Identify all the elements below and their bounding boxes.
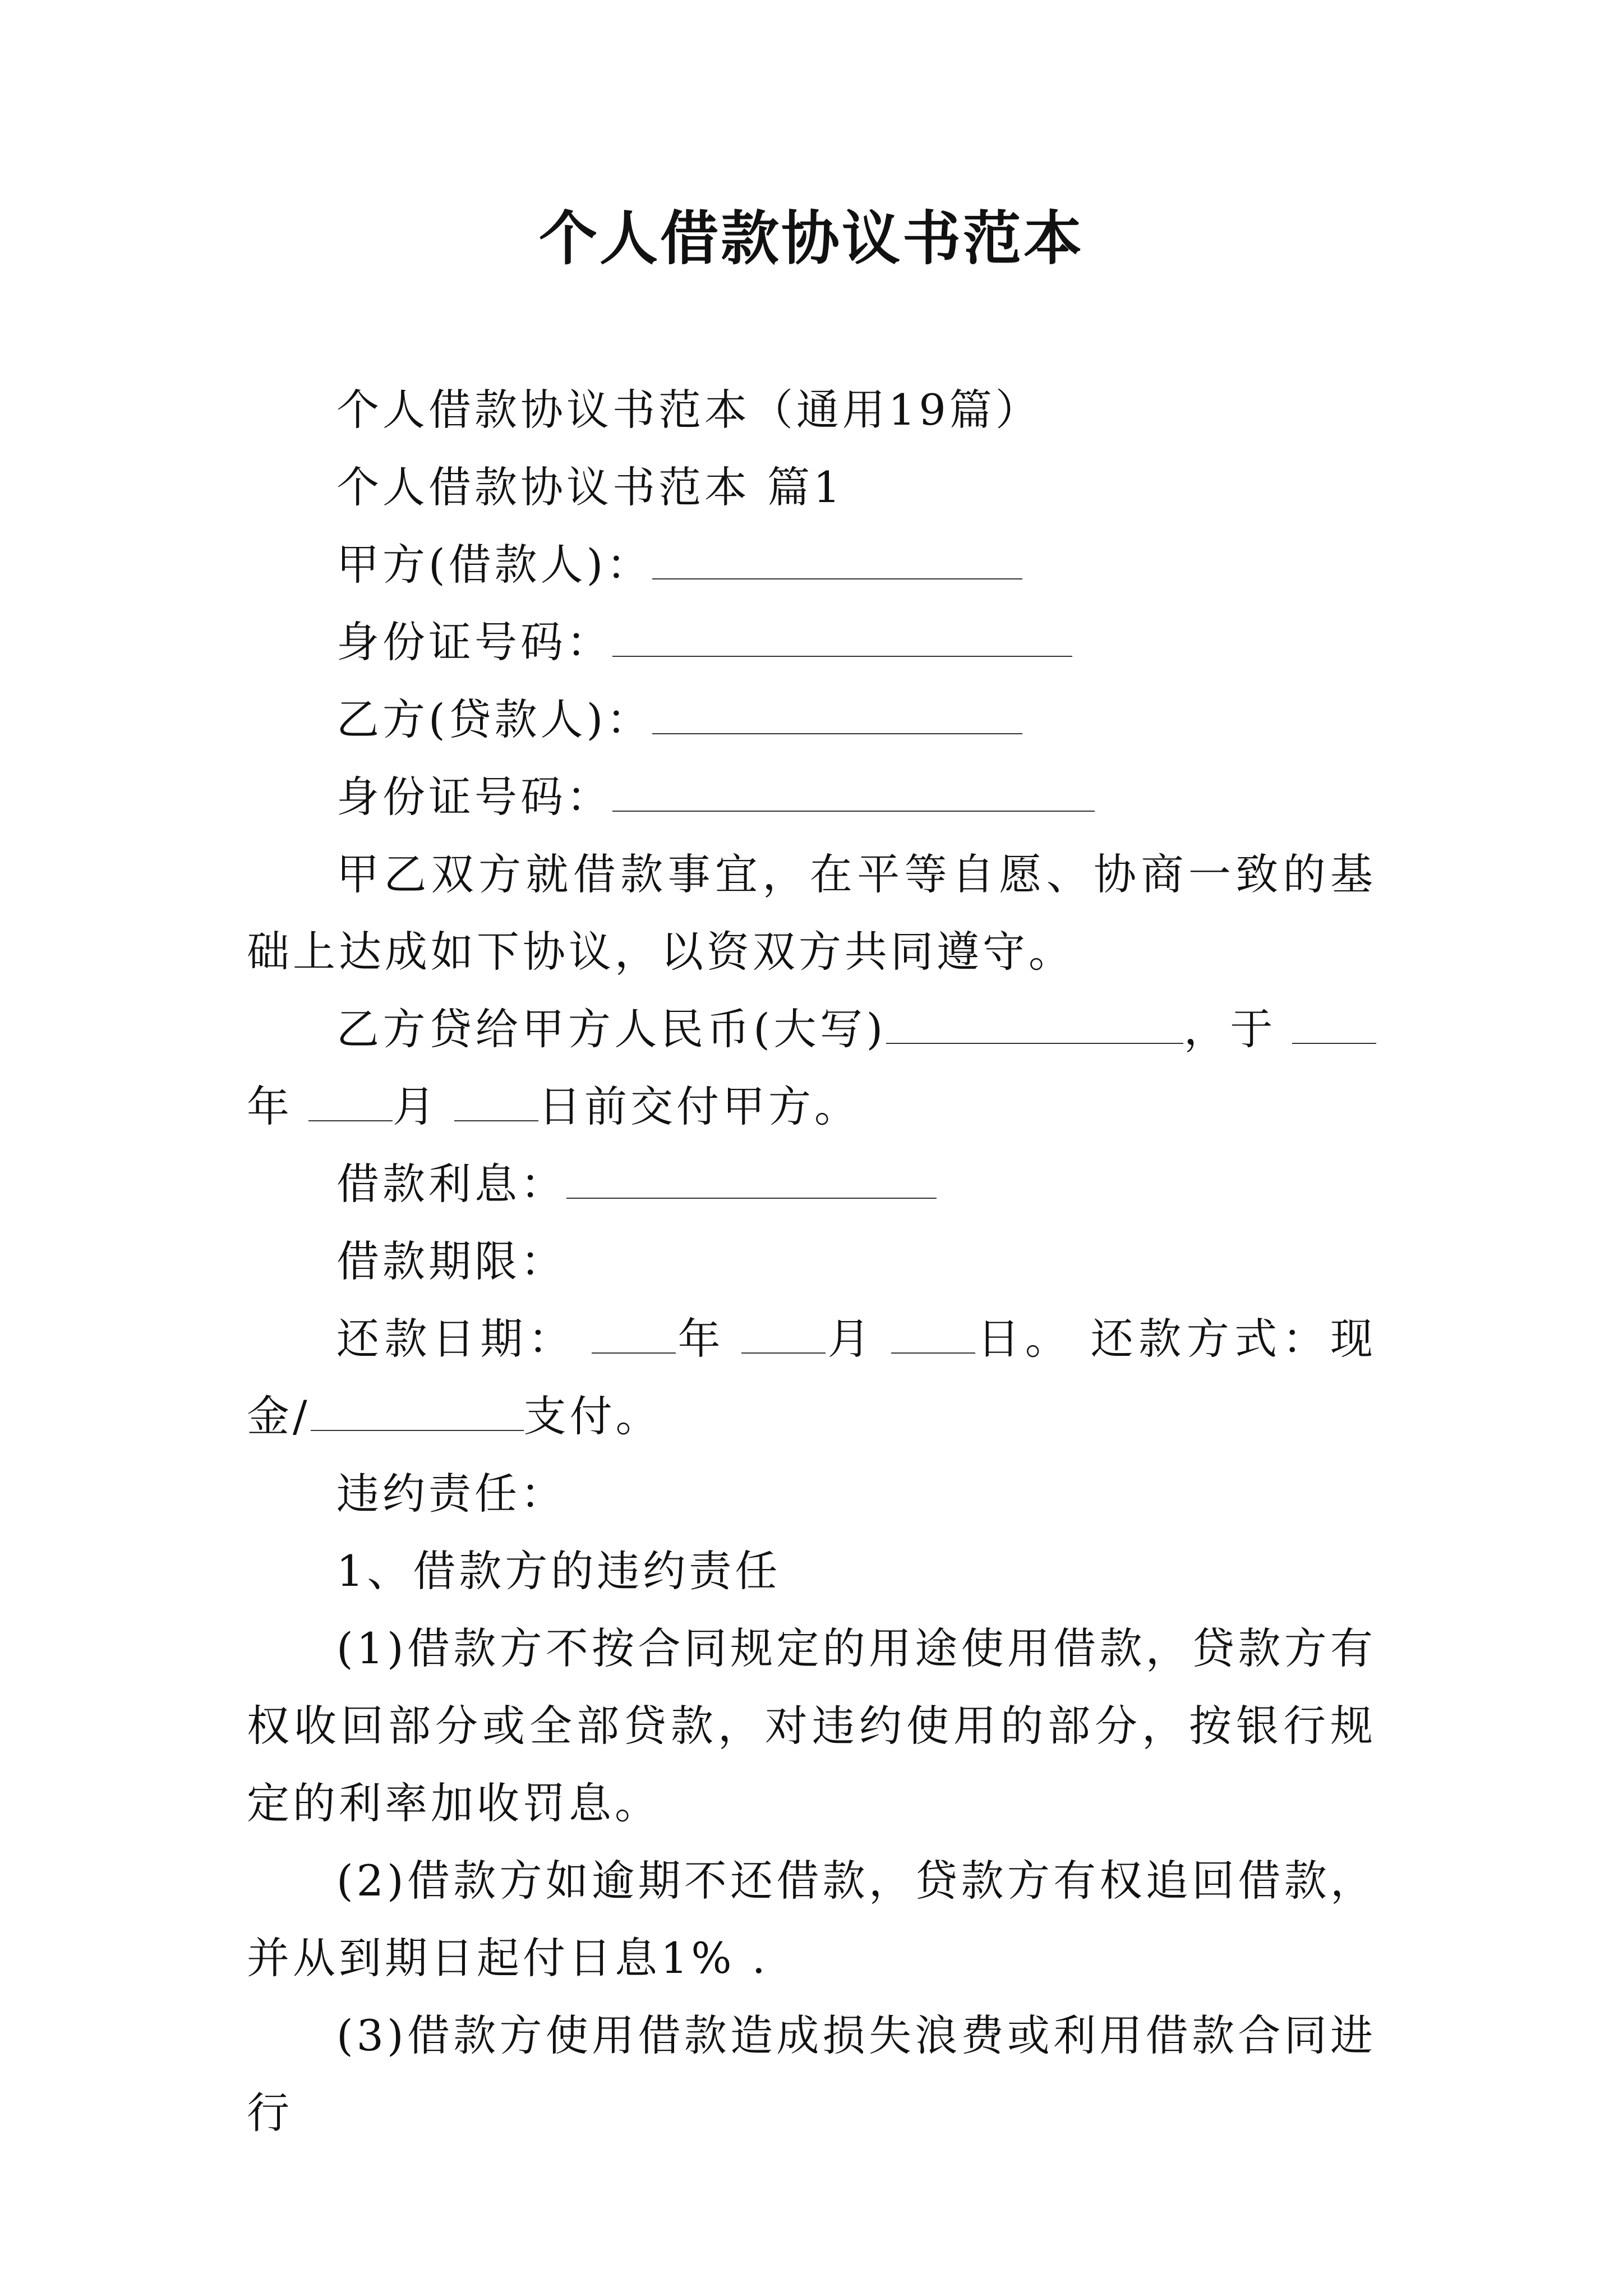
party-a-line (247, 526, 1376, 604)
loan-month-label: 月 (393, 1082, 439, 1131)
party-b-id-line (247, 758, 1376, 836)
interest-line (247, 1145, 1376, 1223)
party-a-blank (652, 541, 1022, 579)
repay-method-label: 还款方式：现金/ (247, 1314, 1377, 1441)
repay-method-blank (311, 1393, 524, 1431)
repay-day-blank (891, 1315, 975, 1354)
liability-subheading: 1、借款方的违约责任 (336, 1546, 781, 1596)
party-a-id-blank (612, 619, 1072, 657)
intro-paragraph: 甲乙双方就借款事宜，在平等自愿、协商一致的基础上达成如下协议，以资双方共同遵守。 (247, 849, 1376, 977)
subtitle: 个人借款协议书范本（通用19篇） (336, 385, 1041, 435)
loan-day-blank (454, 1083, 538, 1121)
repay-suffix: 支付。 (523, 1391, 662, 1441)
clause-1: (1)借款方不按合同规定的用途使用借款，贷款方有权收回部分或全部贷款，对违约使用的部分，按银行规定的利率加收罚息。 (247, 1623, 1376, 1828)
term-line: 借款期限： (336, 1236, 566, 1286)
loan-year-blank (1292, 1006, 1376, 1044)
loan-year-label: 年 (247, 1082, 293, 1131)
party-b-id-label: 身份证号码： (336, 772, 612, 822)
party-a-id-line (247, 604, 1376, 681)
loan-text-3: 日前交付甲方。 (538, 1082, 860, 1131)
interest-blank (566, 1161, 937, 1199)
document-body (247, 371, 1376, 2152)
liability-heading: 违约责任： (336, 1469, 566, 1519)
loan-text-2: ，于 (1183, 1004, 1277, 1054)
loan-amount-blank (886, 1006, 1183, 1044)
loan-text-1: 乙方贷给甲方人民币(大写) (336, 1004, 887, 1054)
interest-label: 借款利息： (336, 1159, 566, 1209)
repay-year-blank (592, 1315, 676, 1354)
clause-3: (3)借款方使用借款造成损失浪费或利用借款合同进行 (247, 2010, 1376, 2138)
party-b-label: 乙方(贷款人)： (336, 694, 653, 744)
loan-month-blank (308, 1083, 393, 1121)
repay-month-blank (741, 1315, 826, 1354)
repay-paragraph (247, 1300, 1376, 1455)
clause-2: (2)借款方如逾期不还借款，贷款方有权追回借款，并从到期日起付日息1% . (247, 1856, 1376, 1983)
document-title: 个人借款协议书范本 (538, 204, 1084, 273)
section-heading: 个人借款协议书范本 篇1 (336, 462, 844, 512)
repay-label: 还款日期： (336, 1314, 577, 1364)
repay-month-label: 月 (826, 1314, 876, 1364)
party-b-id-blank (612, 774, 1095, 812)
party-b-blank (652, 696, 1022, 734)
party-a-id-label: 身份证号码： (336, 617, 612, 667)
party-b-line (247, 681, 1376, 758)
repay-year-label: 年 (676, 1314, 726, 1364)
loan-paragraph (247, 991, 1376, 1145)
repay-day-label: 日。 (975, 1314, 1073, 1364)
party-a-label: 甲方(借款人)： (336, 540, 653, 590)
